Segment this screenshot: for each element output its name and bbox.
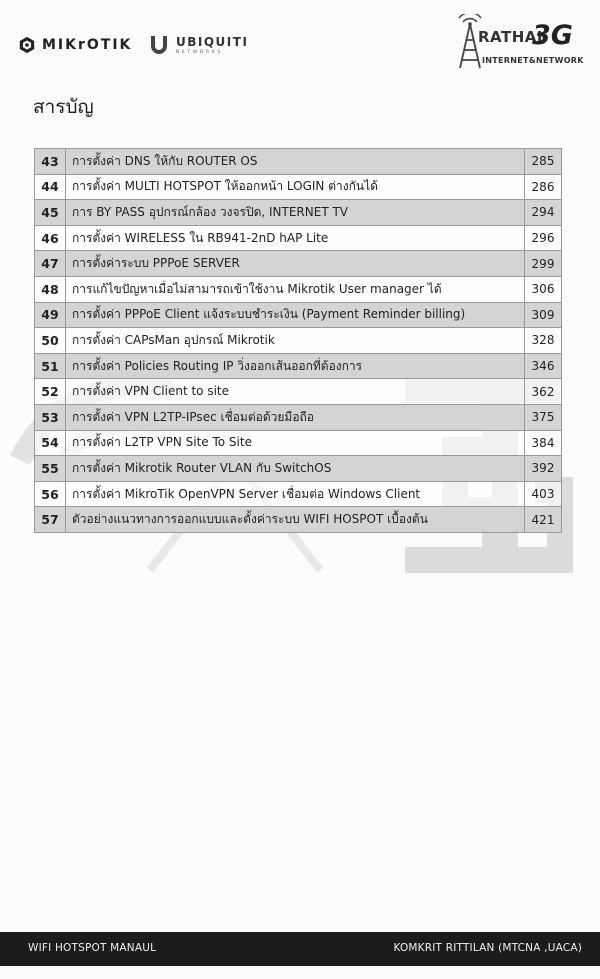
rathai-logo-name: RATHAI xyxy=(478,28,543,46)
toc-entry-page: 392 xyxy=(525,456,562,482)
toc-entry-number: 52 xyxy=(35,379,66,405)
toc-entry-page: 296 xyxy=(525,225,562,251)
mikrotik-logo-text: MIKrOTIK xyxy=(42,37,133,53)
toc-entry-page: 384 xyxy=(525,430,562,456)
toc-entry-number: 53 xyxy=(35,404,66,430)
ubiquiti-logo-icon xyxy=(148,34,170,56)
toc-entry-page: 306 xyxy=(525,276,562,302)
toc-row[interactable] xyxy=(35,200,562,226)
toc-entry-title: การตั้งค่า MikroTik OpenVPN Server เชื่อมต่อ Windows Client xyxy=(66,481,525,507)
toc-entry-page: 362 xyxy=(525,379,562,405)
toc-entry-number: 50 xyxy=(35,328,66,354)
toc-row[interactable] xyxy=(35,276,562,302)
toc-entry-number: 55 xyxy=(35,456,66,482)
toc-entry-page: 309 xyxy=(525,302,562,328)
toc-row[interactable] xyxy=(35,456,562,482)
footer-book-title: WIFI HOTSPOT MANAUL xyxy=(28,942,157,954)
toc-row[interactable] xyxy=(35,353,562,379)
toc-row[interactable] xyxy=(35,404,562,430)
ubiquiti-logo xyxy=(148,34,248,56)
rathai-logo-subtext: INTERNET&NETWORK xyxy=(482,56,584,65)
rathai-3g-logo xyxy=(452,14,584,72)
toc-row[interactable] xyxy=(35,251,562,277)
toc-entry-page: 403 xyxy=(525,481,562,507)
page-header xyxy=(0,0,600,80)
toc-entry-title: การตั้งค่า VPN Client to site xyxy=(66,379,525,405)
toc-row[interactable] xyxy=(35,328,562,354)
toc-entry-number: 56 xyxy=(35,481,66,507)
toc-entry-title: ตัวอย่างแนวทางการออกแบบและตั้งค่าระบบ WIFI HOSPOT เบื้องต้น xyxy=(66,507,525,533)
toc-entry-number: 48 xyxy=(35,276,66,302)
mikrotik-logo-icon xyxy=(18,36,36,54)
toc-entry-page: 286 xyxy=(525,174,562,200)
toc-entry-title: การตั้งค่า PPPoE Client แจ้งระบบชำระเงิน (Payment Reminder billing) xyxy=(66,302,525,328)
toc-entry-title: การตั้งค่า VPN L2TP-IPsec เชื่อมต่อด้วยมือถือ xyxy=(66,404,525,430)
toc-row[interactable] xyxy=(35,174,562,200)
toc-row[interactable] xyxy=(35,149,562,175)
toc-entry-number: 43 xyxy=(35,149,66,175)
toc-entry-number: 54 xyxy=(35,430,66,456)
toc-entry-title: การตั้งค่าระบบ PPPoE SERVER xyxy=(66,251,525,277)
toc-entry-number: 44 xyxy=(35,174,66,200)
toc-entry-page: 346 xyxy=(525,353,562,379)
toc-entry-page: 294 xyxy=(525,200,562,226)
page-title: สารบัญ xyxy=(33,96,94,118)
toc-row[interactable] xyxy=(35,430,562,456)
mikrotik-logo xyxy=(18,36,132,54)
toc-row[interactable] xyxy=(35,302,562,328)
toc-entry-title: การ BY PASS อุปกรณ์กล้อง วงจรปิด, INTERNET TV xyxy=(66,200,525,226)
ubiquiti-logo-subtext: NETWORKS xyxy=(176,49,224,54)
toc-row[interactable] xyxy=(35,379,562,405)
toc-row[interactable] xyxy=(35,481,562,507)
page-footer xyxy=(0,932,600,966)
footer-author: KOMKRIT RITTILAN (MTCNA ,UACA) xyxy=(393,942,582,954)
toc-row[interactable] xyxy=(35,225,562,251)
toc-entry-title: การตั้งค่า CAPsMan อุปกรณ์ Mikrotik xyxy=(66,328,525,354)
toc-entry-title: การตั้งค่า MULTI HOTSPOT ให้ออกหน้า LOGIN ต่างกันได้ xyxy=(66,174,525,200)
toc-entry-title: การตั้งค่า WIRELESS ใน RB941-2nD hAP Lite xyxy=(66,225,525,251)
toc-entry-title: การแก้ไขปัญหาเมื่อไม่สามารถเข้าใช้งาน Mikrotik User manager ได้ xyxy=(66,276,525,302)
toc-entry-page: 421 xyxy=(525,507,562,533)
toc-entry-page: 299 xyxy=(525,251,562,277)
toc-entry-number: 45 xyxy=(35,200,66,226)
toc-entry-number: 57 xyxy=(35,507,66,533)
toc-entry-page: 285 xyxy=(525,149,562,175)
table-of-contents xyxy=(34,148,562,533)
toc-entry-page: 375 xyxy=(525,404,562,430)
toc-entry-title: การตั้งค่า Policies Routing IP วิ่งออกเส้นออกที่ต้องการ xyxy=(66,353,525,379)
toc-entry-number: 47 xyxy=(35,251,66,277)
toc-entry-title: การตั้งค่า DNS ให้กับ ROUTER OS xyxy=(66,149,525,175)
toc-entry-number: 49 xyxy=(35,302,66,328)
toc-entry-title: การตั้งค่า L2TP VPN Site To Site xyxy=(66,430,525,456)
toc-entry-title: การตั้งค่า Mikrotik Router VLAN กับ SwitchOS xyxy=(66,456,525,482)
toc-entry-number: 46 xyxy=(35,225,66,251)
toc-entry-page: 328 xyxy=(525,328,562,354)
rathai-logo-3g: 3G xyxy=(532,20,573,51)
toc-row[interactable] xyxy=(35,507,562,533)
toc-entry-number: 51 xyxy=(35,353,66,379)
ubiquiti-logo-text: UBIQUITI xyxy=(176,35,249,49)
